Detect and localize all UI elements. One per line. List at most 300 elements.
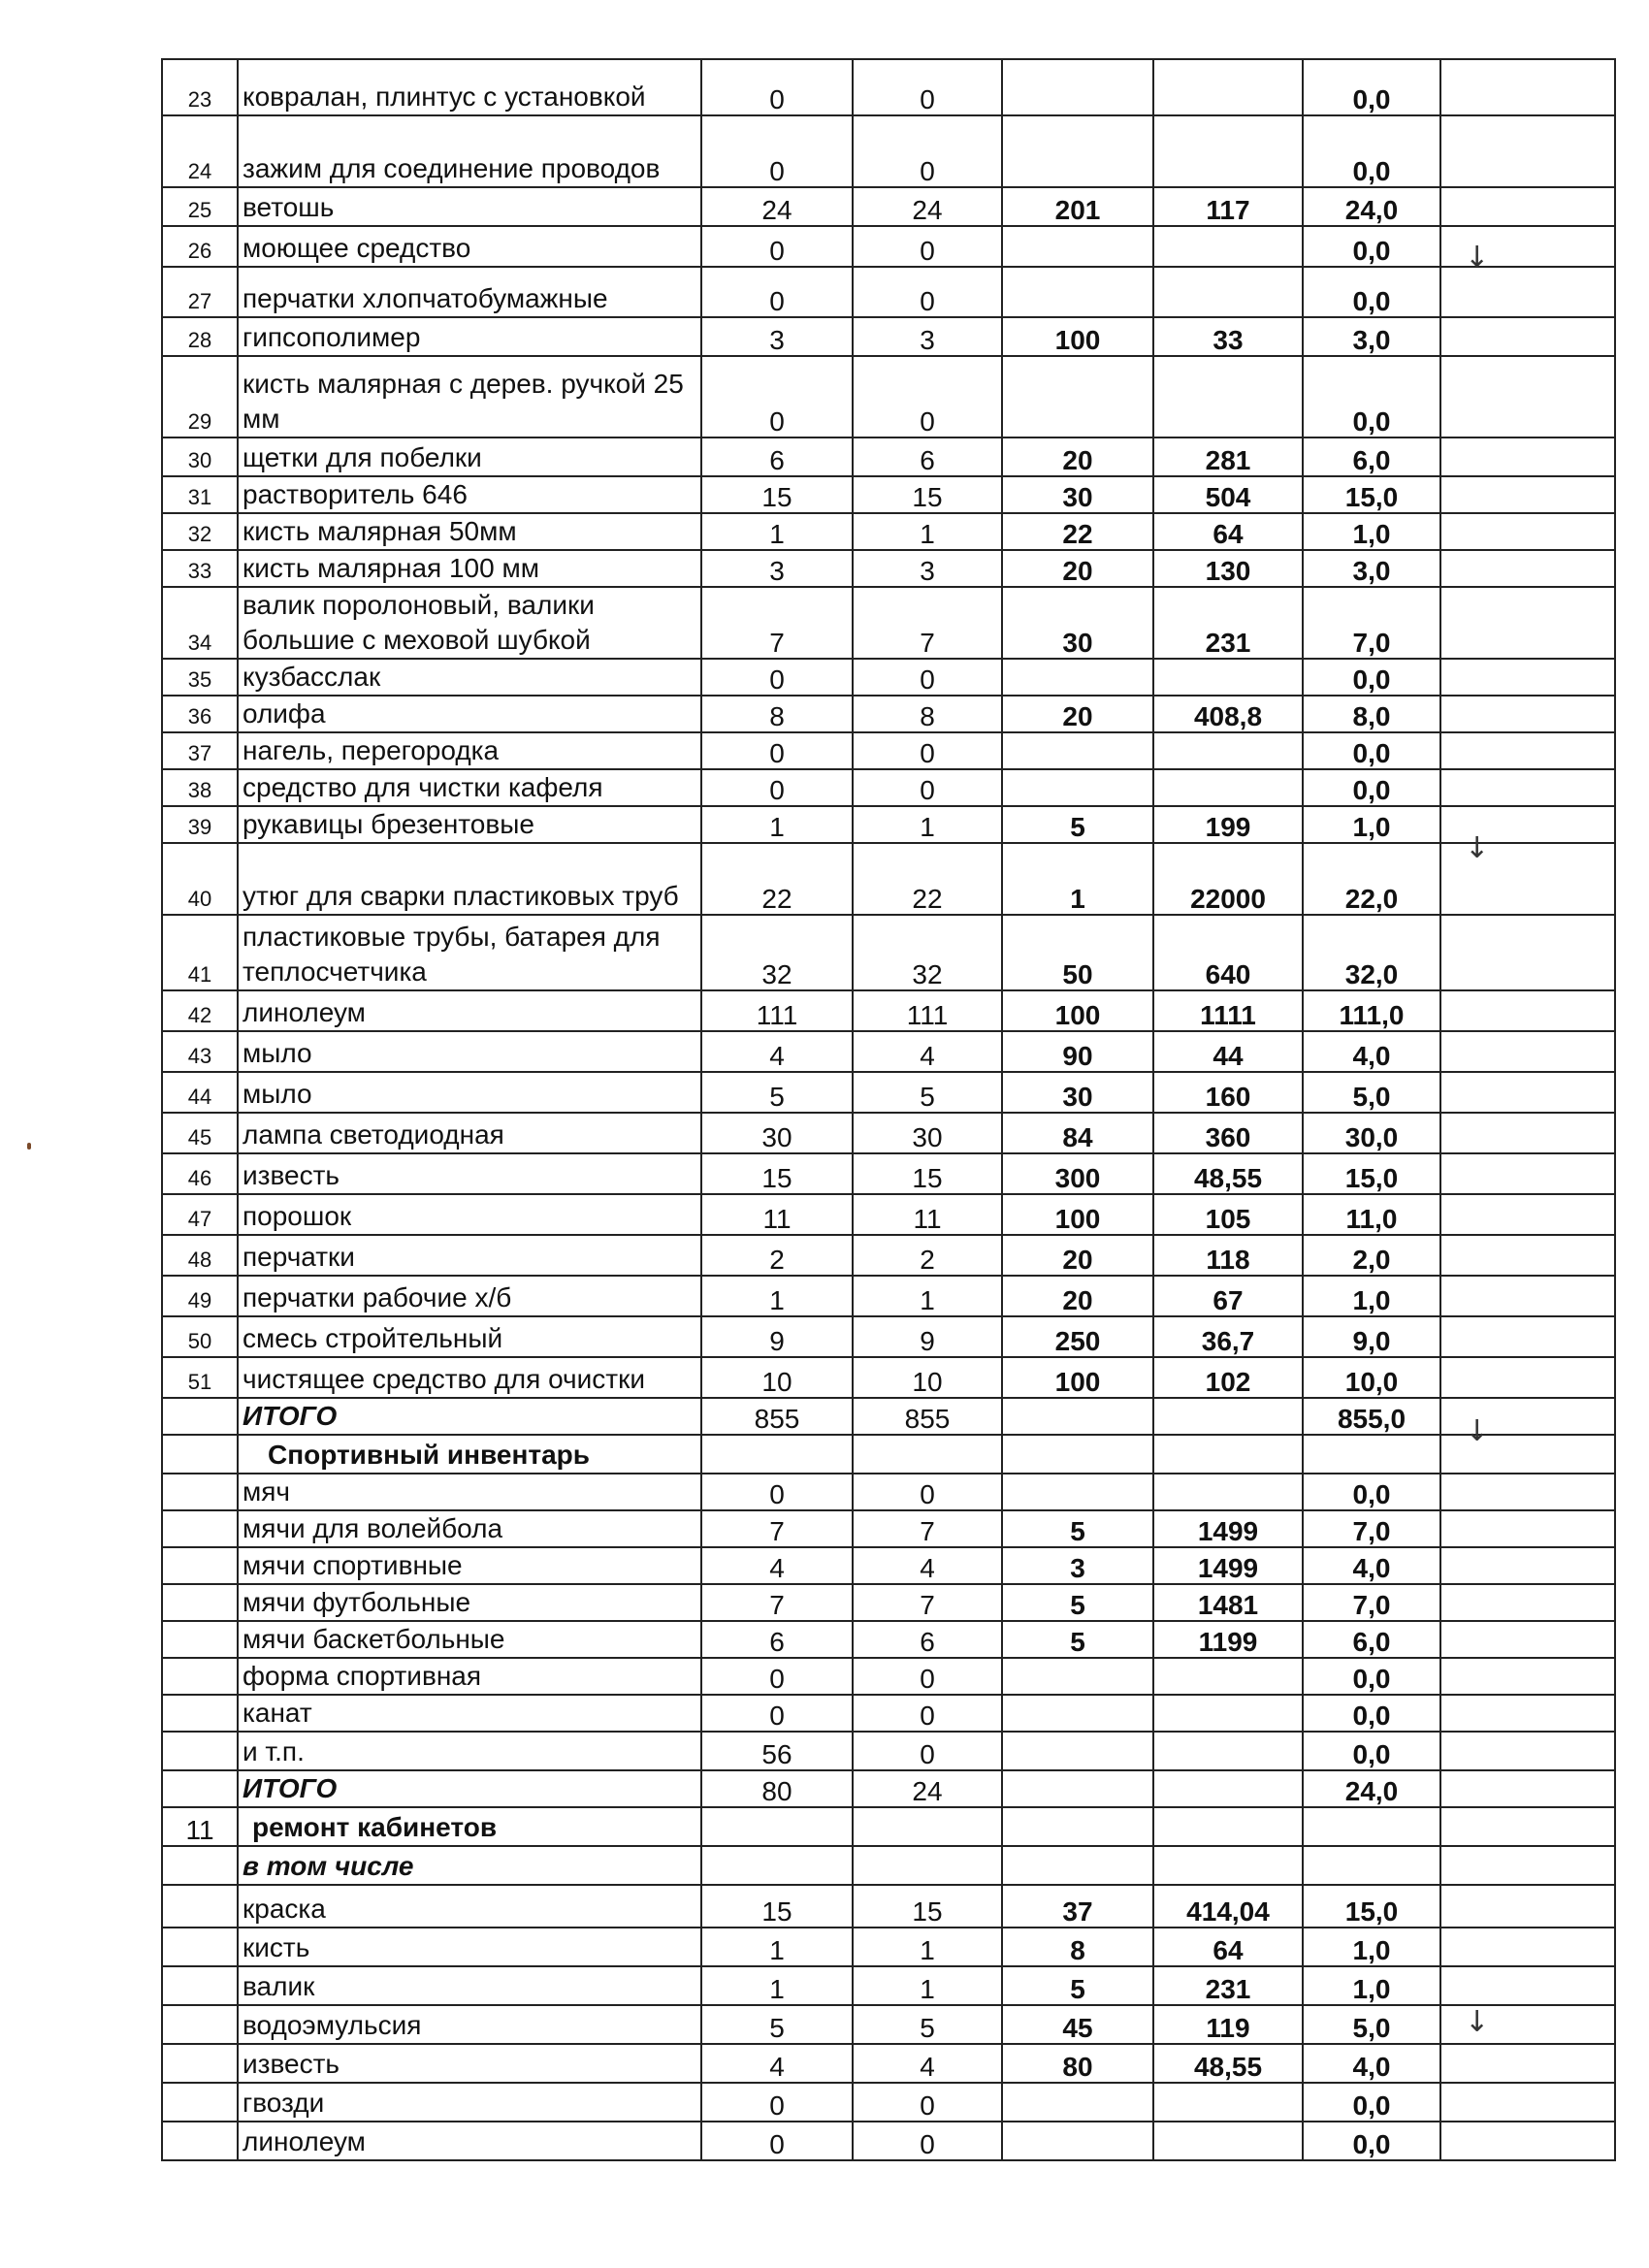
empty-cell bbox=[1440, 659, 1615, 696]
empty-cell bbox=[1440, 1113, 1615, 1153]
quantity-cell: 11 bbox=[853, 1194, 1002, 1235]
value-cell: 300 bbox=[1002, 1153, 1153, 1194]
quantity-cell: 7 bbox=[853, 1510, 1002, 1547]
row-number-cell bbox=[162, 1584, 238, 1621]
quantity-cell: 11 bbox=[701, 1194, 853, 1235]
total-cell: 1,0 bbox=[1303, 806, 1440, 843]
quantity-cell: 3 bbox=[853, 550, 1002, 587]
value-cell bbox=[1002, 267, 1153, 317]
value-cell bbox=[1002, 2122, 1153, 2160]
table-row bbox=[162, 1316, 1615, 1357]
item-name-cell: кисть малярная с дерев. ручкой 25 мм bbox=[238, 356, 701, 437]
quantity-cell: 4 bbox=[701, 1547, 853, 1584]
quantity-cell: 1 bbox=[701, 806, 853, 843]
quantity-cell: 7 bbox=[853, 587, 1002, 659]
quantity-cell: 32 bbox=[701, 915, 853, 990]
row-number-cell bbox=[162, 1770, 238, 1807]
table-row bbox=[162, 550, 1615, 587]
table-row bbox=[162, 476, 1615, 513]
row-number-cell: 26 bbox=[162, 226, 238, 267]
total-cell: 0,0 bbox=[1303, 226, 1440, 267]
quantity-cell: 24 bbox=[853, 1770, 1002, 1807]
item-name-cell: рукавицы брезентовые bbox=[238, 806, 701, 843]
quantity-cell: 80 bbox=[701, 1770, 853, 1807]
row-number-cell: 25 bbox=[162, 187, 238, 226]
row-number-cell: 37 bbox=[162, 732, 238, 769]
item-name-cell: мыло bbox=[238, 1031, 701, 1072]
table-row bbox=[162, 1885, 1615, 1928]
total-cell: 4,0 bbox=[1303, 2044, 1440, 2083]
table-row bbox=[162, 696, 1615, 732]
quantity-cell: 1 bbox=[853, 1928, 1002, 1966]
table-row bbox=[162, 1658, 1615, 1695]
value-cell: 102 bbox=[1153, 1357, 1303, 1398]
value-cell: 5 bbox=[1002, 1621, 1153, 1658]
table-row bbox=[162, 915, 1615, 990]
item-name-cell: щетки для побелки bbox=[238, 437, 701, 476]
empty-cell bbox=[1440, 1276, 1615, 1316]
value-cell bbox=[1153, 1807, 1303, 1846]
quantity-cell: 1 bbox=[701, 1966, 853, 2005]
value-cell bbox=[1002, 356, 1153, 437]
item-name-cell: известь bbox=[238, 1153, 701, 1194]
quantity-cell: 7 bbox=[701, 1584, 853, 1621]
value-cell bbox=[1153, 1695, 1303, 1732]
table-row bbox=[162, 1276, 1615, 1316]
quantity-cell: 0 bbox=[853, 356, 1002, 437]
value-cell: 20 bbox=[1002, 696, 1153, 732]
empty-cell bbox=[1440, 2083, 1615, 2122]
empty-cell bbox=[1440, 1885, 1615, 1928]
total-cell: 111,0 bbox=[1303, 990, 1440, 1031]
quantity-cell: 10 bbox=[701, 1357, 853, 1398]
item-name-cell: утюг для сварки пластиковых труб bbox=[238, 843, 701, 915]
quantity-cell: 1 bbox=[701, 1276, 853, 1316]
item-name-cell: ремонт кабинетов bbox=[238, 1807, 701, 1846]
item-name-cell: мячи для волейбола bbox=[238, 1510, 701, 1547]
quantity-cell: 1 bbox=[853, 1966, 1002, 2005]
table-row bbox=[162, 1235, 1615, 1276]
item-name-cell: перчатки хлопчатобумажные bbox=[238, 267, 701, 317]
value-cell: 199 bbox=[1153, 806, 1303, 843]
item-name-cell: перчатки bbox=[238, 1235, 701, 1276]
total-cell: 24,0 bbox=[1303, 1770, 1440, 1807]
quantity-cell: 0 bbox=[701, 1658, 853, 1695]
table-row bbox=[162, 1695, 1615, 1732]
total-cell: 1,0 bbox=[1303, 513, 1440, 550]
total-cell bbox=[1303, 1807, 1440, 1846]
item-name-cell: смесь стройтельный bbox=[238, 1316, 701, 1357]
quantity-cell: 5 bbox=[853, 1072, 1002, 1113]
value-cell: 160 bbox=[1153, 1072, 1303, 1113]
value-cell: 201 bbox=[1002, 187, 1153, 226]
value-cell: 119 bbox=[1153, 2005, 1303, 2044]
empty-cell bbox=[1440, 1966, 1615, 2005]
total-cell: 30,0 bbox=[1303, 1113, 1440, 1153]
quantity-cell: 0 bbox=[853, 659, 1002, 696]
total-cell: 4,0 bbox=[1303, 1547, 1440, 1584]
value-cell: 118 bbox=[1153, 1235, 1303, 1276]
quantity-cell: 15 bbox=[701, 476, 853, 513]
quantity-cell: 1 bbox=[853, 1276, 1002, 1316]
total-cell: 11,0 bbox=[1303, 1194, 1440, 1235]
total-cell: 15,0 bbox=[1303, 1153, 1440, 1194]
empty-cell bbox=[1440, 915, 1615, 990]
value-cell bbox=[1153, 1658, 1303, 1695]
quantity-cell bbox=[701, 1435, 853, 1474]
row-number-cell: 11 bbox=[162, 1807, 238, 1846]
value-cell bbox=[1002, 115, 1153, 187]
row-number-cell bbox=[162, 1547, 238, 1584]
arrow-down-mark-icon: ↓ bbox=[1465, 241, 1490, 275]
quantity-cell: 8 bbox=[853, 696, 1002, 732]
value-cell: 100 bbox=[1002, 990, 1153, 1031]
value-cell: 231 bbox=[1153, 587, 1303, 659]
item-name-cell: и т.п. bbox=[238, 1732, 701, 1770]
quantity-cell: 1 bbox=[701, 1928, 853, 1966]
empty-cell bbox=[1440, 1316, 1615, 1357]
value-cell bbox=[1002, 1846, 1153, 1885]
value-cell bbox=[1153, 1732, 1303, 1770]
quantity-cell: 0 bbox=[853, 769, 1002, 806]
total-cell: 6,0 bbox=[1303, 1621, 1440, 1658]
empty-cell bbox=[1440, 1621, 1615, 1658]
table-row bbox=[162, 1928, 1615, 1966]
empty-cell bbox=[1440, 990, 1615, 1031]
row-number-cell bbox=[162, 2122, 238, 2160]
total-cell: 15,0 bbox=[1303, 1885, 1440, 1928]
value-cell: 48,55 bbox=[1153, 2044, 1303, 2083]
quantity-cell: 5 bbox=[701, 1072, 853, 1113]
row-number-cell: 31 bbox=[162, 476, 238, 513]
total-cell: 0,0 bbox=[1303, 267, 1440, 317]
value-cell: 100 bbox=[1002, 317, 1153, 356]
item-name-cell: мыло bbox=[238, 1072, 701, 1113]
quantity-cell: 56 bbox=[701, 1732, 853, 1770]
quantity-cell: 15 bbox=[853, 1885, 1002, 1928]
value-cell: 90 bbox=[1002, 1031, 1153, 1072]
item-name-cell: линолеум bbox=[238, 2122, 701, 2160]
total-cell: 0,0 bbox=[1303, 1732, 1440, 1770]
row-number-cell bbox=[162, 1966, 238, 2005]
row-number-cell bbox=[162, 1732, 238, 1770]
value-cell: 22000 bbox=[1153, 843, 1303, 915]
empty-cell bbox=[1440, 476, 1615, 513]
quantity-cell: 22 bbox=[853, 843, 1002, 915]
row-number-cell: 39 bbox=[162, 806, 238, 843]
value-cell: 1481 bbox=[1153, 1584, 1303, 1621]
empty-cell bbox=[1440, 696, 1615, 732]
empty-cell bbox=[1440, 2044, 1615, 2083]
value-cell: 84 bbox=[1002, 1113, 1153, 1153]
quantity-cell: 4 bbox=[853, 2044, 1002, 2083]
value-cell bbox=[1002, 2083, 1153, 2122]
table-row bbox=[162, 1435, 1615, 1474]
value-cell: 20 bbox=[1002, 1276, 1153, 1316]
table-row bbox=[162, 1547, 1615, 1584]
value-cell: 250 bbox=[1002, 1316, 1153, 1357]
value-cell bbox=[1153, 659, 1303, 696]
empty-cell bbox=[1440, 1732, 1615, 1770]
table-row bbox=[162, 513, 1615, 550]
row-number-cell: 38 bbox=[162, 769, 238, 806]
item-name-cell: валик поролоновый, валики большие с меховой шубкой bbox=[238, 587, 701, 659]
value-cell bbox=[1002, 1807, 1153, 1846]
item-name-cell: растворитель 646 bbox=[238, 476, 701, 513]
table-row bbox=[162, 1621, 1615, 1658]
total-cell: 15,0 bbox=[1303, 476, 1440, 513]
row-number-cell: 42 bbox=[162, 990, 238, 1031]
scan-speck bbox=[27, 1143, 31, 1150]
value-cell: 20 bbox=[1002, 1235, 1153, 1276]
total-cell: 0,0 bbox=[1303, 1695, 1440, 1732]
value-cell: 48,55 bbox=[1153, 1153, 1303, 1194]
item-name-cell: мячи спортивные bbox=[238, 1547, 701, 1584]
item-name-cell: линолеум bbox=[238, 990, 701, 1031]
row-number-cell: 47 bbox=[162, 1194, 238, 1235]
empty-cell bbox=[1440, 513, 1615, 550]
value-cell: 105 bbox=[1153, 1194, 1303, 1235]
total-cell: 4,0 bbox=[1303, 1031, 1440, 1072]
item-name-cell: кисть малярная 100 мм bbox=[238, 550, 701, 587]
quantity-cell: 6 bbox=[853, 1621, 1002, 1658]
value-cell bbox=[1153, 1398, 1303, 1435]
empty-cell bbox=[1440, 1510, 1615, 1547]
value-cell bbox=[1153, 1846, 1303, 1885]
quantity-cell: 0 bbox=[701, 1695, 853, 1732]
quantity-cell: 0 bbox=[853, 1732, 1002, 1770]
item-name-cell: известь bbox=[238, 2044, 701, 2083]
quantity-cell: 0 bbox=[853, 1658, 1002, 1695]
row-number-cell bbox=[162, 2005, 238, 2044]
table-row bbox=[162, 1732, 1615, 1770]
quantity-cell: 0 bbox=[853, 115, 1002, 187]
item-name-cell: кузбасслак bbox=[238, 659, 701, 696]
quantity-cell: 30 bbox=[853, 1113, 1002, 1153]
arrow-down-mark-icon: ↓ bbox=[1465, 831, 1490, 865]
empty-cell bbox=[1440, 1695, 1615, 1732]
table-row bbox=[162, 1113, 1615, 1153]
total-cell: 1,0 bbox=[1303, 1966, 1440, 2005]
empty-cell bbox=[1440, 317, 1615, 356]
table-row bbox=[162, 1153, 1615, 1194]
value-cell: 67 bbox=[1153, 1276, 1303, 1316]
empty-cell bbox=[1440, 587, 1615, 659]
row-number-cell: 28 bbox=[162, 317, 238, 356]
value-cell: 64 bbox=[1153, 513, 1303, 550]
value-cell: 30 bbox=[1002, 587, 1153, 659]
item-name-cell: нагель, перегородка bbox=[238, 732, 701, 769]
row-number-cell bbox=[162, 1510, 238, 1547]
total-cell: 0,0 bbox=[1303, 659, 1440, 696]
value-cell bbox=[1153, 1770, 1303, 1807]
total-cell: 7,0 bbox=[1303, 587, 1440, 659]
value-cell: 640 bbox=[1153, 915, 1303, 990]
item-name-cell: мячи футбольные bbox=[238, 1584, 701, 1621]
total-cell: 1,0 bbox=[1303, 1928, 1440, 1966]
item-name-cell: пластиковые трубы, батарея для теплосчетчика bbox=[238, 915, 701, 990]
value-cell: 20 bbox=[1002, 437, 1153, 476]
quantity-cell bbox=[701, 1807, 853, 1846]
row-number-cell: 50 bbox=[162, 1316, 238, 1357]
row-number-cell: 49 bbox=[162, 1276, 238, 1316]
quantity-cell: 855 bbox=[701, 1398, 853, 1435]
quantity-cell: 5 bbox=[701, 2005, 853, 2044]
row-number-cell bbox=[162, 1474, 238, 1510]
quantity-cell: 0 bbox=[853, 2083, 1002, 2122]
value-cell: 1499 bbox=[1153, 1547, 1303, 1584]
row-number-cell bbox=[162, 2083, 238, 2122]
value-cell: 3 bbox=[1002, 1547, 1153, 1584]
quantity-cell: 4 bbox=[853, 1031, 1002, 1072]
total-cell bbox=[1303, 1435, 1440, 1474]
row-number-cell bbox=[162, 1435, 238, 1474]
item-name-cell: водоэмульсия bbox=[238, 2005, 701, 2044]
row-number-cell bbox=[162, 1928, 238, 1966]
quantity-cell: 0 bbox=[701, 115, 853, 187]
value-cell bbox=[1002, 1658, 1153, 1695]
quantity-cell: 0 bbox=[853, 59, 1002, 115]
quantity-cell: 0 bbox=[701, 356, 853, 437]
table-row bbox=[162, 1510, 1615, 1547]
value-cell bbox=[1153, 769, 1303, 806]
value-cell: 45 bbox=[1002, 2005, 1153, 2044]
value-cell bbox=[1002, 1732, 1153, 1770]
table-row bbox=[162, 843, 1615, 915]
quantity-cell: 7 bbox=[701, 1510, 853, 1547]
table-row bbox=[162, 356, 1615, 437]
item-name-cell: в том числе bbox=[238, 1846, 701, 1885]
quantity-cell: 111 bbox=[853, 990, 1002, 1031]
empty-cell bbox=[1440, 1846, 1615, 1885]
value-cell: 5 bbox=[1002, 1966, 1153, 2005]
value-cell: 117 bbox=[1153, 187, 1303, 226]
item-name-cell: зажим для соединение проводов bbox=[238, 115, 701, 187]
quantity-cell: 0 bbox=[701, 2122, 853, 2160]
value-cell: 20 bbox=[1002, 550, 1153, 587]
item-name-cell: мяч bbox=[238, 1474, 701, 1510]
item-name-cell: моющее средство bbox=[238, 226, 701, 267]
table-row bbox=[162, 806, 1615, 843]
value-cell bbox=[1153, 267, 1303, 317]
table-row bbox=[162, 1584, 1615, 1621]
row-number-cell: 48 bbox=[162, 1235, 238, 1276]
value-cell: 414,04 bbox=[1153, 1885, 1303, 1928]
item-name-cell: мячи баскетбольные bbox=[238, 1621, 701, 1658]
empty-cell bbox=[1440, 1474, 1615, 1510]
item-name-cell: олифа bbox=[238, 696, 701, 732]
quantity-cell: 6 bbox=[701, 437, 853, 476]
value-cell: 1199 bbox=[1153, 1621, 1303, 1658]
total-cell: 5,0 bbox=[1303, 1072, 1440, 1113]
row-number-cell bbox=[162, 1695, 238, 1732]
empty-cell bbox=[1440, 1235, 1615, 1276]
table-row bbox=[162, 1031, 1615, 1072]
item-name-cell: краска bbox=[238, 1885, 701, 1928]
value-cell: 64 bbox=[1153, 1928, 1303, 1966]
total-cell: 8,0 bbox=[1303, 696, 1440, 732]
table-row bbox=[162, 769, 1615, 806]
table-row bbox=[162, 115, 1615, 187]
quantity-cell: 10 bbox=[853, 1357, 1002, 1398]
value-cell: 5 bbox=[1002, 806, 1153, 843]
value-cell bbox=[1153, 2122, 1303, 2160]
quantity-cell: 24 bbox=[701, 187, 853, 226]
total-cell: 3,0 bbox=[1303, 550, 1440, 587]
quantity-cell: 0 bbox=[853, 267, 1002, 317]
empty-cell bbox=[1440, 1357, 1615, 1398]
table-row bbox=[162, 2005, 1615, 2044]
empty-cell bbox=[1440, 732, 1615, 769]
quantity-cell: 6 bbox=[853, 437, 1002, 476]
quantity-cell: 2 bbox=[853, 1235, 1002, 1276]
total-cell: 0,0 bbox=[1303, 2083, 1440, 2122]
value-cell bbox=[1002, 59, 1153, 115]
value-cell bbox=[1153, 226, 1303, 267]
value-cell bbox=[1002, 1770, 1153, 1807]
quantity-cell: 0 bbox=[701, 59, 853, 115]
table-row bbox=[162, 732, 1615, 769]
item-name-cell: чистящее средство для очистки bbox=[238, 1357, 701, 1398]
value-cell: 5 bbox=[1002, 1510, 1153, 1547]
value-cell: 281 bbox=[1153, 437, 1303, 476]
value-cell bbox=[1002, 1695, 1153, 1732]
row-number-cell: 24 bbox=[162, 115, 238, 187]
quantity-cell: 111 bbox=[701, 990, 853, 1031]
row-number-cell bbox=[162, 1398, 238, 1435]
row-number-cell: 43 bbox=[162, 1031, 238, 1072]
table-row bbox=[162, 226, 1615, 267]
quantity-cell bbox=[853, 1435, 1002, 1474]
value-cell bbox=[1002, 769, 1153, 806]
quantity-cell: 0 bbox=[701, 2083, 853, 2122]
quantity-cell: 0 bbox=[701, 732, 853, 769]
table-row bbox=[162, 317, 1615, 356]
quantity-cell: 0 bbox=[853, 2122, 1002, 2160]
quantity-cell: 4 bbox=[701, 2044, 853, 2083]
item-name-cell: ветошь bbox=[238, 187, 701, 226]
quantity-cell: 4 bbox=[853, 1547, 1002, 1584]
total-cell: 1,0 bbox=[1303, 1276, 1440, 1316]
total-cell: 0,0 bbox=[1303, 1474, 1440, 1510]
quantity-cell: 2 bbox=[701, 1235, 853, 1276]
total-cell: 0,0 bbox=[1303, 769, 1440, 806]
inventory-table bbox=[161, 58, 1616, 2161]
row-number-cell bbox=[162, 2044, 238, 2083]
empty-cell bbox=[1440, 187, 1615, 226]
empty-cell bbox=[1440, 1072, 1615, 1113]
total-cell: 3,0 bbox=[1303, 317, 1440, 356]
quantity-cell: 0 bbox=[853, 226, 1002, 267]
total-cell: 855,0 bbox=[1303, 1398, 1440, 1435]
empty-cell bbox=[1440, 1194, 1615, 1235]
value-cell: 22 bbox=[1002, 513, 1153, 550]
value-cell: 408,8 bbox=[1153, 696, 1303, 732]
empty-cell bbox=[1440, 769, 1615, 806]
empty-cell bbox=[1440, 115, 1615, 187]
value-cell bbox=[1153, 1474, 1303, 1510]
item-name-cell: валик bbox=[238, 1966, 701, 2005]
row-number-cell: 40 bbox=[162, 843, 238, 915]
value-cell bbox=[1153, 732, 1303, 769]
value-cell bbox=[1153, 59, 1303, 115]
arrow-down-mark-icon: ↓ bbox=[1465, 2005, 1490, 2039]
quantity-cell: 9 bbox=[853, 1316, 1002, 1357]
quantity-cell: 0 bbox=[701, 659, 853, 696]
total-cell: 5,0 bbox=[1303, 2005, 1440, 2044]
table-row bbox=[162, 1966, 1615, 2005]
total-cell: 7,0 bbox=[1303, 1584, 1440, 1621]
